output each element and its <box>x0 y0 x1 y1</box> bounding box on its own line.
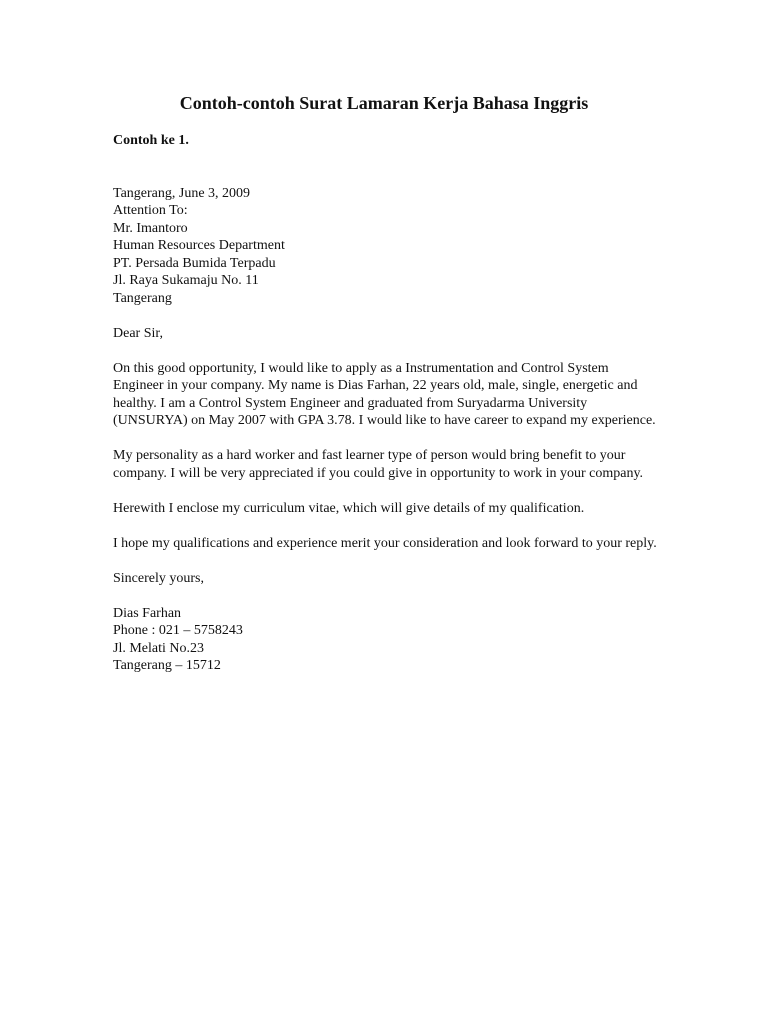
signature-block <box>113 605 658 675</box>
sender-street: Jl. Melati No.23 <box>113 640 204 656</box>
sender-city: Tangerang – 15712 <box>113 658 221 673</box>
sender-name: Dias Farhan <box>113 605 182 621</box>
paragraph-intro: On this good opportunity, I would like to apply as a Instrumentation and Control System Engineer in your company. My name is Dias Farhan, 22 years old, male, single, energetic and healthy. I am a Control System Engineer and graduated from Suryadarma University (UNSURYA) on May 2007 with GPA 3.78. I would like to have career to expand my experience. <box>113 360 656 428</box>
spacer <box>113 430 658 448</box>
letter-body <box>113 132 658 675</box>
letter-date: Tangerang, June 3, 2009 <box>113 185 251 201</box>
sender-phone: Phone : 021 – 5758243 <box>113 623 243 638</box>
spacer <box>113 552 658 570</box>
recipient-name: Mr. Imantoro <box>113 220 188 236</box>
paragraph-personality: My personality as a hard worker and fast learner type of person would bring benefit to your company. I will be very appreciated if you could give in opportunity to work in your company. <box>113 448 644 481</box>
recipient-company: PT. Persada Bumida Terpadu <box>113 255 276 271</box>
recipient-address-block <box>113 185 658 308</box>
spacer <box>113 307 658 325</box>
recipient-city: Tangerang <box>113 290 172 306</box>
example-heading: Contoh ke 1. <box>113 133 189 148</box>
spacer <box>113 587 658 605</box>
recipient-street: Jl. Raya Sukamaju No. 11 <box>113 273 259 288</box>
closing-phrase: Sincerely yours, <box>113 570 204 586</box>
document-title: Contoh-contoh Surat Lamaran Kerja Bahasa Inggris <box>179 93 589 113</box>
spacer <box>113 482 658 500</box>
spacer <box>113 342 658 360</box>
salutation: Dear Sir, <box>113 325 163 341</box>
spacer <box>113 150 658 185</box>
recipient-department: Human Resources Department <box>113 238 285 253</box>
attention-line: Attention To: <box>113 203 188 218</box>
spacer <box>113 517 658 535</box>
paragraph-closing-hope: I hope my qualifications and experience merit your consideration and look forward to your reply. <box>113 535 657 551</box>
paragraph-enclosure: Herewith I enclose my curriculum vitae, which will give details of my qualification. <box>113 500 585 516</box>
